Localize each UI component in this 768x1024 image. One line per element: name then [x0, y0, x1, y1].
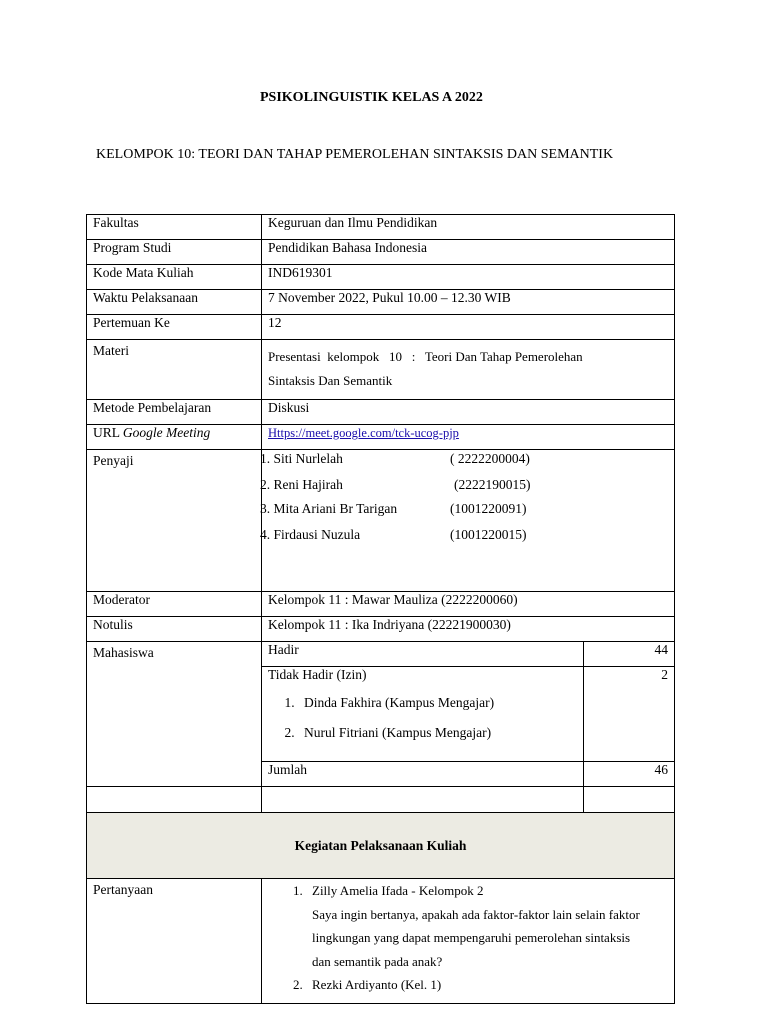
value-notulis: Kelompok 11 : Ika Indriyana (22221900030): [262, 617, 675, 642]
document-title: PSIKOLINGUISTIK KELAS A 2022: [260, 90, 483, 105]
question-asker: 2. Rezki Ardiyanto (Kel. 1): [312, 977, 442, 992]
row-pertemuan-ke: [87, 315, 675, 340]
row-url-google-meeting: [87, 425, 675, 450]
jumlah-label: Jumlah: [262, 762, 584, 787]
materi-line-2: Sintaksis Dan Semantik: [268, 373, 393, 388]
jumlah-count: 46: [584, 762, 675, 787]
value-program-studi: Pendidikan Bahasa Indonesia: [262, 240, 675, 265]
value-url: [262, 425, 675, 450]
materi-line-1: Presentasi kelompok 10 : Teori Dan Tahap Pemerolehan: [268, 349, 583, 364]
row-waktu-pelaksanaan: [87, 290, 675, 315]
penyaji-id: (2222190015): [454, 477, 531, 492]
row-metode-pembelajaran: [87, 400, 675, 425]
absent-item: 1. Dinda Fakhira (Kampus Mengajar): [298, 695, 577, 711]
penyaji-id: (1001220091): [450, 501, 527, 516]
label-mahasiswa: Mahasiswa: [87, 642, 262, 787]
label-metode-pembelajaran: Metode Pembelajaran: [87, 400, 262, 425]
empty-cell: [262, 787, 675, 813]
row-materi: [87, 340, 675, 400]
value-metode-pembelajaran: Diskusi: [262, 400, 675, 425]
label-url-prefix: URL: [93, 425, 120, 440]
row-program-studi: [87, 240, 675, 265]
row-notulis: [87, 617, 675, 642]
value-pertemuan-ke: 12: [262, 315, 675, 340]
question-text-line: dan semantik pada anak?: [312, 953, 443, 969]
penyaji-name: 1. Siti Nurlelah: [260, 451, 343, 466]
penyaji-item: [260, 451, 530, 467]
hadir-count: 44: [584, 642, 675, 667]
row-penyaji: [87, 450, 675, 592]
row-moderator: [87, 592, 675, 617]
penyaji-item: [260, 527, 527, 543]
value-waktu-pelaksanaan: 7 November 2022, Pukul 10.00 – 12.30 WIB: [262, 290, 675, 315]
penyaji-id: ( 2222200004): [450, 451, 530, 466]
value-mahasiswa: [262, 642, 675, 787]
hadir-label: Hadir: [262, 642, 584, 667]
penyaji-name: 3. Mita Ariani Br Tarigan: [260, 501, 398, 516]
meeting-link[interactable]: Https://meet.google.com/tck-ucog-pjp: [268, 426, 459, 440]
row-empty: [87, 787, 675, 813]
question-text-line: Saya ingin bertanya, apakah ada faktor-faktor lain selain faktor: [312, 906, 640, 922]
row-kegiatan: [87, 813, 675, 879]
info-table: [86, 214, 675, 1004]
label-materi: Materi: [87, 340, 262, 400]
empty-cell: [262, 787, 584, 813]
label-fakultas: Fakultas: [87, 215, 262, 240]
kegiatan-heading: Kegiatan Pelaksanaan Kuliah: [87, 813, 675, 879]
penyaji-name: 2. Reni Hajirah: [260, 477, 343, 492]
label-url: [87, 425, 262, 450]
penyaji-id: (1001220015): [450, 527, 527, 542]
label-penyaji: Penyaji: [87, 450, 262, 592]
label-url-italic: Google Meeting: [122, 425, 211, 440]
value-penyaji: [262, 450, 675, 592]
label-waktu-pelaksanaan: Waktu Pelaksanaan: [87, 290, 262, 315]
empty-inner-table: [261, 786, 675, 813]
empty-cell: [87, 787, 262, 813]
penyaji-item: [260, 477, 531, 493]
question-item: [306, 973, 668, 1003]
question-list: [268, 879, 668, 1003]
row-pertanyaan: [87, 879, 675, 1004]
tidak-hadir-count: 2: [584, 667, 675, 762]
question-asker: 1. Zilly Amelia Ifada - Kelompok 2: [312, 883, 484, 898]
label-notulis: Notulis: [87, 617, 262, 642]
tidak-hadir-label: Tidak Hadir (Izin): [268, 667, 367, 682]
penyaji-item: [260, 501, 527, 517]
label-kode-mata-kuliah: Kode Mata Kuliah: [87, 265, 262, 290]
question-text-line: lingkungan yang dapat mempengaruhi pemerolehan sintaksis: [312, 930, 631, 945]
value-fakultas: Keguruan dan Ilmu Pendidikan: [262, 215, 675, 240]
label-program-studi: Program Studi: [87, 240, 262, 265]
attendance-table: [261, 641, 675, 787]
document-subtitle: KELOMPOK 10: TEORI DAN TAHAP PEMEROLEHAN SINTAKSIS DAN SEMANTIK: [96, 147, 614, 162]
row-fakultas: [87, 215, 675, 240]
absent-item: 2. Nurul Fitriani (Kampus Mengajar): [298, 725, 577, 741]
tidak-hadir-cell: [262, 667, 584, 762]
label-pertanyaan: Pertanyaan: [87, 879, 262, 1004]
value-kode-mata-kuliah: IND619301: [262, 265, 675, 290]
penyaji-name: 4. Firdausi Nuzula: [260, 527, 361, 542]
question-item: [306, 879, 668, 973]
label-pertemuan-ke: Pertemuan Ke: [87, 315, 262, 340]
value-materi: [262, 340, 675, 400]
row-mahasiswa: [87, 642, 675, 787]
absent-list: [268, 695, 577, 741]
value-moderator: Kelompok 11 : Mawar Mauliza (2222200060): [262, 592, 675, 617]
row-kode-mata-kuliah: [87, 265, 675, 290]
value-pertanyaan: [262, 879, 675, 1004]
label-moderator: Moderator: [87, 592, 262, 617]
empty-cell: [584, 787, 675, 813]
